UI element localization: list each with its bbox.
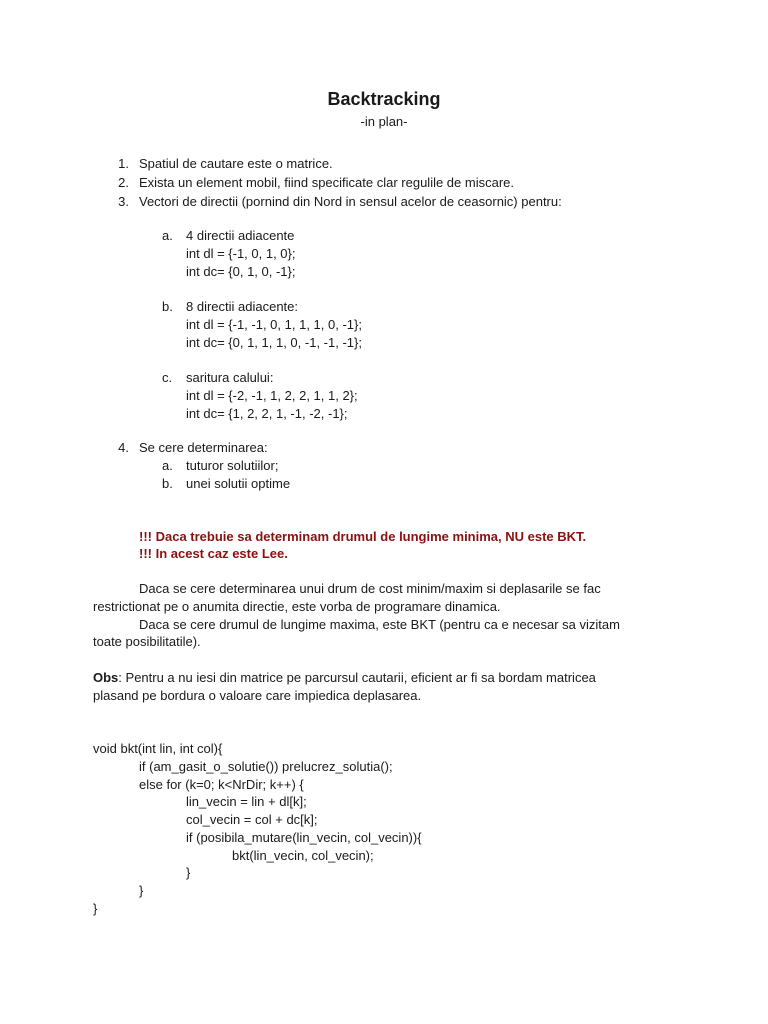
- list-number: 4.: [118, 440, 129, 455]
- list-item: Vectori de directii (pornind din Nord in sensul acelor de ceasornic) pentru:: [139, 194, 562, 209]
- list-number: 1.: [118, 156, 129, 171]
- paragraph-line: Daca se cere determinarea unui drum de cost minim/maxim si deplasarile se fac: [139, 581, 601, 596]
- warning-line: !!! Daca trebuie sa determinam drumul de lungime minima, NU este BKT.: [139, 529, 587, 544]
- page-title: Backtracking: [327, 89, 441, 109]
- sublist-letter: b.: [162, 476, 173, 491]
- list-number: 2.: [118, 175, 129, 190]
- direction-dc: int dc= {1, 2, 2, 1, -1, -2, -1};: [186, 406, 348, 421]
- direction-dc: int dc= {0, 1, 0, -1};: [186, 264, 296, 279]
- code-line: }: [139, 883, 144, 898]
- code-line: lin_vecin = lin + dl[k];: [186, 794, 307, 809]
- sublist-letter: c.: [162, 370, 173, 385]
- obs-line: plasand pe bordura o valoare care impiedica deplasarea.: [93, 688, 422, 703]
- direction-label: 8 directii adiacente:: [186, 299, 299, 314]
- direction-label: saritura calului:: [186, 370, 274, 385]
- list-item: Se cere determinarea:: [139, 440, 268, 455]
- determinare-item: unei solutii optime: [186, 476, 291, 491]
- code-line: if (am_gasit_o_solutie()) prelucrez_solutia();: [139, 759, 393, 774]
- list-number: 3.: [118, 194, 129, 209]
- paragraph-line: Daca se cere drumul de lungime maxima, este BKT (pentru ca e necesar sa vizitam: [139, 617, 620, 632]
- obs-paragraph: [93, 669, 596, 687]
- code-line: bkt(lin_vecin, col_vecin);: [232, 848, 374, 863]
- code-line: void bkt(int lin, int col){: [93, 741, 223, 756]
- list-item: Exista un element mobil, fiind specificate clar regulile de miscare.: [139, 175, 515, 190]
- obs-text: : Pentru a nu iesi din matrice pe parcursul cautarii, eficient ar fi sa bordam matricea: [118, 670, 596, 685]
- page-subtitle: -in plan-: [360, 114, 408, 129]
- direction-label: 4 directii adiacente: [186, 228, 295, 243]
- code-line: }: [93, 901, 98, 916]
- direction-dl: int dl = {-2, -1, 1, 2, 2, 1, 1, 2};: [186, 388, 358, 403]
- obs-label: Obs: [93, 670, 119, 685]
- list-item: Spatiul de cautare este o matrice.: [139, 156, 333, 171]
- direction-dc: int dc= {0, 1, 1, 1, 0, -1, -1, -1};: [186, 335, 362, 350]
- determinare-item: tuturor solutiilor;: [186, 458, 279, 473]
- sublist-letter: b.: [162, 299, 173, 314]
- paragraph-line: toate posibilitatile).: [93, 634, 201, 649]
- code-line: else for (k=0; k<NrDir; k++) {: [139, 777, 304, 792]
- code-line: if (posibila_mutare(lin_vecin, col_vecin)){: [186, 830, 422, 845]
- code-line: }: [186, 865, 191, 880]
- code-line: col_vecin = col + dc[k];: [186, 812, 318, 827]
- paragraph-line: restrictionat pe o anumita directie, este vorba de programare dinamica.: [93, 599, 501, 614]
- sublist-letter: a.: [162, 228, 173, 243]
- sublist-letter: a.: [162, 458, 173, 473]
- direction-dl: int dl = {-1, 0, 1, 0};: [186, 246, 296, 261]
- direction-dl: int dl = {-1, -1, 0, 1, 1, 1, 0, -1};: [186, 317, 362, 332]
- warning-line: !!! In acest caz este Lee.: [139, 546, 288, 561]
